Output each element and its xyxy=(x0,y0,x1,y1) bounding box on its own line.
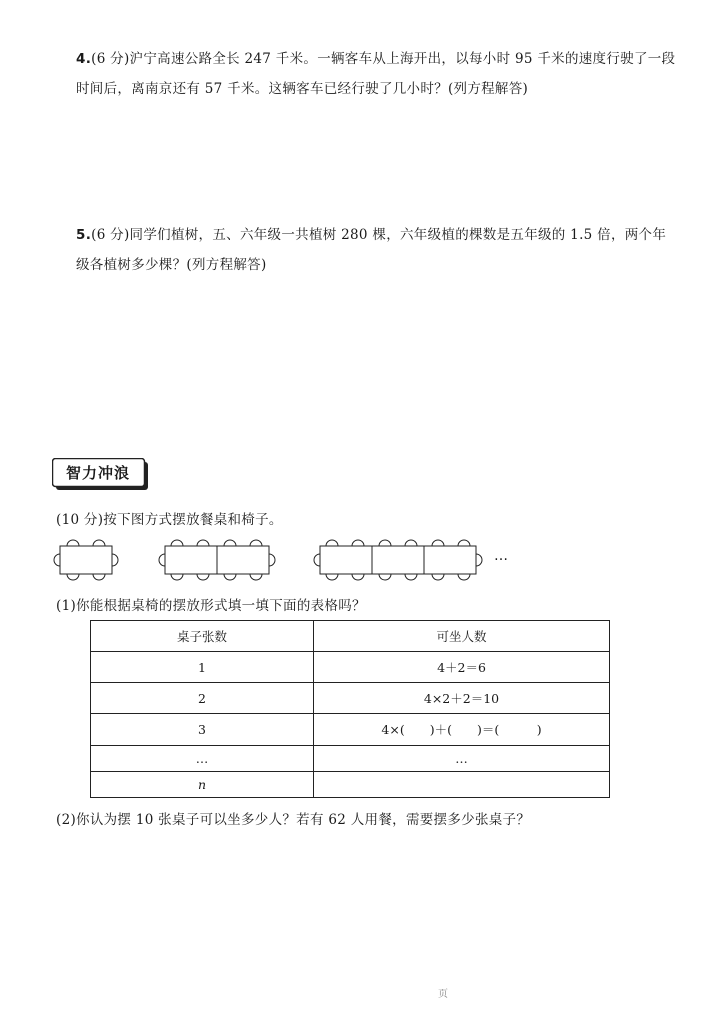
table-row xyxy=(91,652,610,683)
chair-icon xyxy=(476,554,482,566)
cell-tables: … xyxy=(91,745,314,771)
table-row xyxy=(91,714,610,745)
chair-icon xyxy=(405,574,417,580)
chair-icon xyxy=(224,574,236,580)
chair-icon xyxy=(67,574,79,580)
chair-icon xyxy=(54,554,60,566)
chair-icon xyxy=(432,540,444,546)
page-mark: 页 xyxy=(438,989,448,1000)
cell-seats: 4＋2＝6 xyxy=(314,652,610,683)
chair-icon xyxy=(93,574,105,580)
dining-table xyxy=(60,546,112,574)
chair-icon xyxy=(326,574,338,580)
chair-icon xyxy=(197,540,209,546)
cell-tables: n xyxy=(91,771,314,797)
dining-table xyxy=(372,546,424,574)
chair-icon xyxy=(171,574,183,580)
cell-seats xyxy=(314,771,610,797)
chair-icon xyxy=(250,574,262,580)
chair-icon xyxy=(352,574,364,580)
chair-icon xyxy=(197,574,209,580)
question-4-number: 4. xyxy=(76,51,92,67)
cell-seats: 4×2＋2＝10 xyxy=(314,683,610,714)
dining-table xyxy=(217,546,269,574)
part-1-question: (1)你能根据桌椅的摆放形式填一填下面的表格吗？ xyxy=(56,598,366,614)
question-4-text: (6 分)沪宁高速公路全长 247 千米。一辆客车从上海开出，以每小时 95 千米的速度行驶了一段时间后，离南京还有 57 千米。这辆客车已经行驶了几小时？(列方程解答) xyxy=(76,51,676,97)
table-arrangement-diagram xyxy=(50,532,490,592)
seating-table xyxy=(90,620,610,798)
dining-table xyxy=(165,546,217,574)
part-2-question: (2)你认为摆 10 张桌子可以坐多少人？若有 62 人用餐，需要摆多少张桌子？ xyxy=(56,812,531,828)
chair-icon xyxy=(269,554,275,566)
table-row xyxy=(91,771,610,797)
chair-icon xyxy=(379,574,391,580)
chair-icon xyxy=(326,540,338,546)
table-row xyxy=(91,683,610,714)
chair-icon xyxy=(458,574,470,580)
cell-tables: 2 xyxy=(91,683,314,714)
cell-seats: … xyxy=(314,745,610,771)
table-header-row xyxy=(91,621,610,652)
header-tables: 桌子张数 xyxy=(91,621,314,652)
cell-tables: 3 xyxy=(91,714,314,745)
chair-icon xyxy=(250,540,262,546)
chair-icon xyxy=(171,540,183,546)
chair-icon xyxy=(224,540,236,546)
chair-icon xyxy=(405,540,417,546)
chair-icon xyxy=(67,540,79,546)
question-5-text: (6 分)同学们植树，五、六年级一共植树 280 棵，六年级植的棵数是五年级的 1.5 倍，两个年级各植树多少棵？(列方程解答) xyxy=(76,227,667,273)
cell-tables: 1 xyxy=(91,652,314,683)
dining-table xyxy=(424,546,476,574)
section-title: 智力冲浪 xyxy=(65,464,130,482)
chair-icon xyxy=(159,554,165,566)
question-5-number: 5. xyxy=(76,227,92,243)
problem-intro: (10 分)按下图方式摆放餐桌和椅子。 xyxy=(56,512,283,528)
chair-icon xyxy=(352,540,364,546)
chair-icon xyxy=(112,554,118,566)
header-seats: 可坐人数 xyxy=(314,621,610,652)
chair-icon xyxy=(379,540,391,546)
chair-icon xyxy=(93,540,105,546)
question-5 xyxy=(76,220,676,280)
cell-seats: 4×( )＋( )＝( ) xyxy=(314,714,610,745)
chair-icon xyxy=(432,574,444,580)
dining-table xyxy=(320,546,372,574)
chair-icon xyxy=(314,554,320,566)
section-banner xyxy=(52,458,150,492)
table-row xyxy=(91,745,610,771)
question-4 xyxy=(76,44,676,104)
chair-icon xyxy=(458,540,470,546)
diagram-ellipsis: … xyxy=(494,548,508,564)
